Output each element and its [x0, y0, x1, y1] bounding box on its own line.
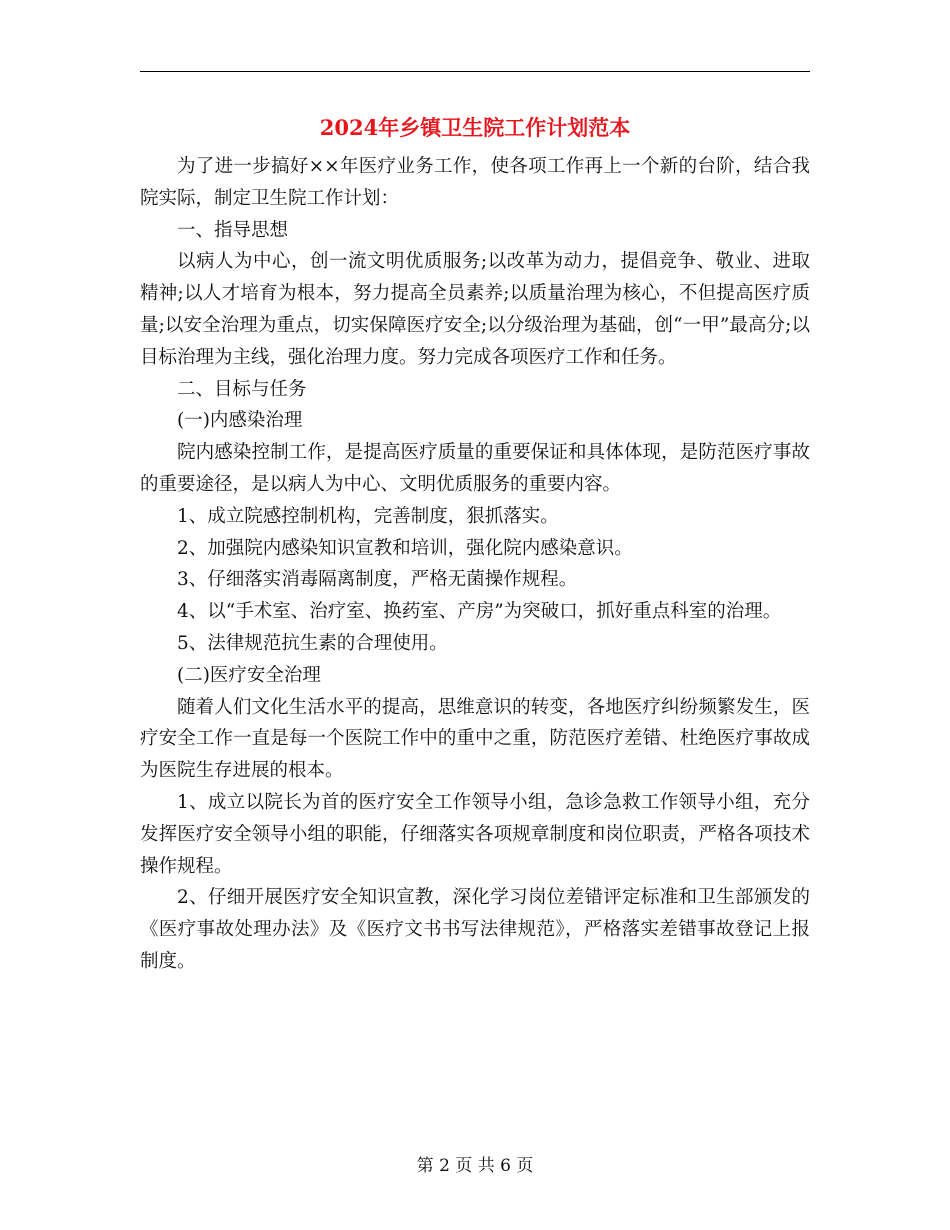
list-item: 2、加强院内感染知识宣教和培训，强化院内感染意识。 — [177, 537, 633, 559]
page-number: 第 2 页 共 6 页 — [416, 1156, 534, 1176]
list-item: 3、仔细落实消毒隔离制度，严格无菌操作规程。 — [177, 569, 578, 591]
list-item: 5、法律规范抗生素的合理使用。 — [177, 632, 448, 654]
subheading-infection-control: (一)内感染治理 — [177, 410, 303, 432]
subheading-medical-safety: (二)医疗安全治理 — [177, 664, 321, 686]
document-title: 2024年乡镇卫生院工作计划范本 — [319, 115, 631, 140]
heading-goals-tasks: 二、目标与任务 — [177, 378, 307, 400]
paragraph-medical-safety: 随着人们文化生活水平的提高，思维意识的转变，各地医疗纠纷频繁发生，医疗安全工作一直是每一个医院工作中的重中之重，防范医疗差错、杜绝医疗事故成为医院生存进展的根本。 — [140, 696, 810, 782]
document-body — [140, 151, 810, 978]
paragraph-infection-control: 院内感染控制工作，是提高医疗质量的重要保证和具体体现，是防范医疗事故的重要途径，是以病人为中心、文明优质服务的重要内容。 — [140, 442, 810, 495]
list-item: 4、以“手术室、治疗室、换药室、产房”为突破口，抓好重点科室的治理。 — [177, 601, 782, 623]
paragraph-intro: 为了进一步搞好××年医疗业务工作，使各项工作再上一个新的台阶，结合我院实际，制定卫生院工作计划： — [140, 156, 810, 209]
header-rule — [140, 71, 810, 72]
paragraph-guiding-thought: 以病人为中心，创一流文明优质服务;以改革为动力，提倡竞争、敬业、进取精神;以人才培育为根本，努力提高全员素养;以质量治理为核心，不但提高医疗质量;以安全治理为重点，切实保障医疗安全;以分级治理为基础，创“一甲”最高分;以目标治理为主线，强化治理力度。努力完成各项医疗工作和任务。 — [140, 251, 810, 368]
list-item: 1、成立以院长为首的医疗安全工作领导小组，急诊急救工作领导小组，充分发挥医疗安全领导小组的职能，仔细落实各项规章制度和岗位职责，严格各项技术操作规程。 — [140, 791, 810, 877]
list-item: 2、仔细开展医疗安全知识宣教，深化学习岗位差错评定标准和卫生部颁发的《医疗事故处理办法》及《医疗文书书写法律规范》，严格落实差错事故登记上报制度。 — [140, 887, 810, 972]
heading-guiding-thought: 一、指导思想 — [177, 219, 289, 241]
list-item: 1、成立院感控制机构，完善制度，狠抓落实。 — [177, 505, 559, 527]
